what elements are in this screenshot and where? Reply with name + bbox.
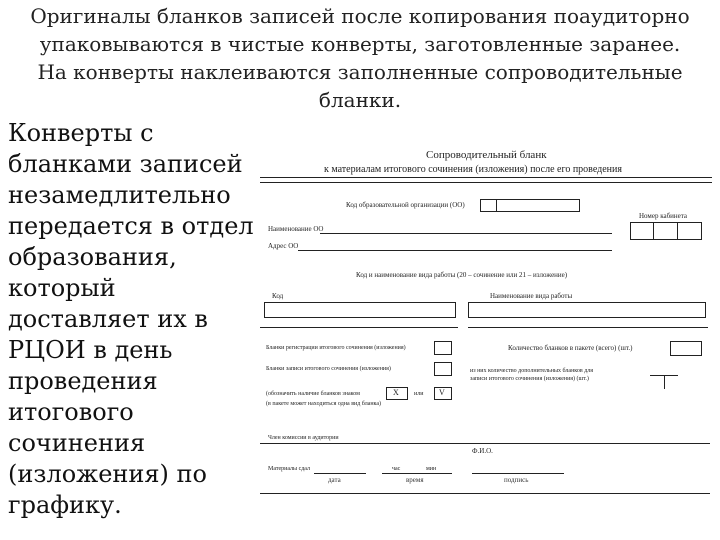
work-type-label: Код и наименование вида работы (20 – сочинение или 21 – изложение) <box>356 271 568 279</box>
sign-label: Член комиссии в аудитории <box>268 435 339 441</box>
form-rule <box>260 327 458 328</box>
handed-label: Материалы сдал <box>268 466 311 472</box>
room-divider <box>653 222 654 239</box>
org-name-label: Наименование ОО <box>268 225 324 233</box>
mark-v: V <box>439 388 445 397</box>
org-address-label: Адрес ОО <box>268 242 299 250</box>
date-line <box>314 473 366 474</box>
work-name-box <box>468 302 706 318</box>
time-line <box>382 473 452 474</box>
header-line-4: бланки. <box>318 88 402 112</box>
org-name-line <box>320 233 612 234</box>
left-line-10: итогового <box>8 398 134 426</box>
marks-label-1: (обозначить наличие бланков знаком <box>266 391 360 397</box>
form-subtitle: к материалам итогового сочинения (изложения) после его проведения <box>324 164 622 175</box>
reg-forms-label: Бланки регистрации итогового сочинения (изложения) <box>266 345 406 351</box>
time-caption: время <box>406 476 424 484</box>
signature-caption: подпись <box>504 476 529 484</box>
room-box <box>630 222 702 240</box>
left-line-6: который <box>8 274 116 302</box>
code-label: Код <box>272 292 284 300</box>
form-rule <box>260 182 712 183</box>
date-caption: дата <box>328 476 341 484</box>
extra-forms-label-1: из них количество дополнительных бланков для <box>470 368 594 374</box>
header-line-1: Оригиналы бланков записей после копирования поаудиторно <box>30 4 690 28</box>
left-line-13: графику. <box>8 491 122 519</box>
left-line-3: незамедлительно <box>8 181 231 209</box>
reg-forms-box <box>434 341 452 355</box>
header-line-2: упаковываются в чистые конверты, заготовленные заранее. <box>39 32 681 56</box>
left-line-8: РЦОИ в день <box>8 336 173 364</box>
org-code-box <box>480 199 580 212</box>
record-forms-box <box>434 362 452 376</box>
header-line-3: На конверты наклеиваются заполненные сопроводительные <box>37 60 683 84</box>
extra-forms-label-2: записи итогового сочинения (изложения) (шт.) <box>470 376 589 382</box>
record-forms-label: Бланки записи итогового сочинения (изложения) <box>266 366 391 372</box>
form-bottom-rule <box>260 493 710 494</box>
mark-x: X <box>393 388 399 397</box>
left-line-4: передается в отдел <box>8 212 254 240</box>
left-line-2: бланками записей <box>8 150 243 178</box>
form-title: Сопроводительный бланк <box>426 149 547 161</box>
left-line-11: сочинения <box>8 429 146 457</box>
work-name-label: Наименование вида работы <box>490 292 573 300</box>
room-label: Номер кабинета <box>639 212 688 220</box>
left-line-12: (изложения) по <box>8 460 207 488</box>
fio-label: Ф.И.О. <box>472 447 493 455</box>
org-code-divider <box>496 199 497 211</box>
left-line-1: Конверты с <box>8 119 154 147</box>
code-box <box>264 302 456 318</box>
forms-count-label: Количество бланков в пакете (всего) (шт.) <box>508 344 633 352</box>
org-code-label: Код образовательной организации (ОО) <box>346 201 465 209</box>
left-line-5: образования, <box>8 243 177 271</box>
or-label: или <box>414 391 424 397</box>
extra-forms-tick <box>664 375 665 389</box>
min-label: мин <box>426 466 437 472</box>
marks-label-2: (в пакете может находиться одна вид бланка) <box>266 401 382 407</box>
hour-label: час <box>392 466 401 472</box>
sign-line <box>260 443 710 444</box>
signature-line <box>472 473 564 474</box>
accompanying-form <box>258 140 720 540</box>
left-line-9: проведения <box>8 367 158 395</box>
left-paragraph <box>8 118 268 521</box>
forms-count-box <box>670 341 702 356</box>
room-divider <box>677 222 678 239</box>
form-rule <box>468 327 708 328</box>
left-line-7: доставляет их в <box>8 305 208 333</box>
form-rule <box>260 177 712 178</box>
org-address-line <box>298 250 612 251</box>
